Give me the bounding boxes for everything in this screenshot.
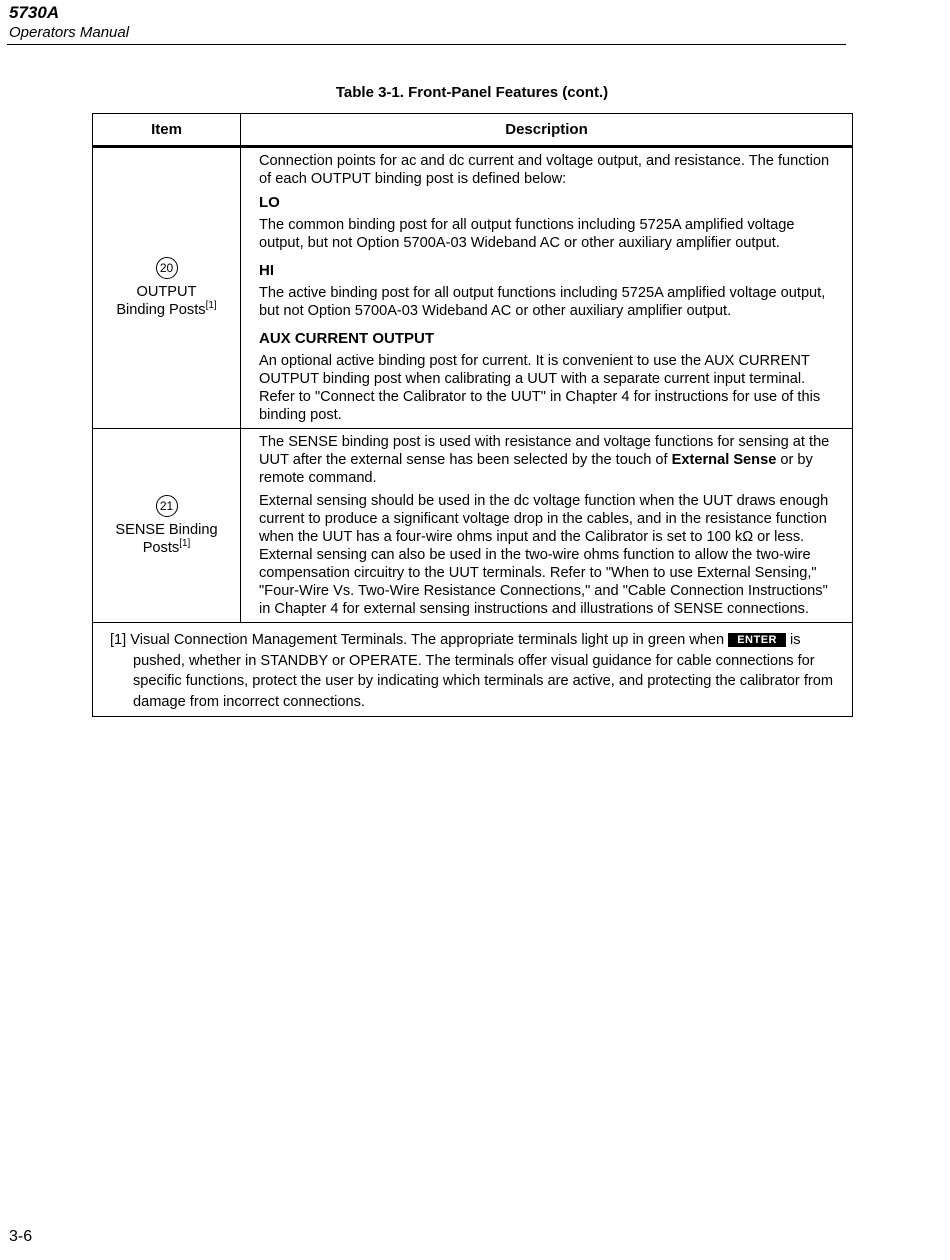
- description-cell: [241, 429, 853, 623]
- footnote-text-before-key: Visual Connection Management Terminals. The appropriate terminals light up in green when: [130, 632, 725, 648]
- sense-paragraph-1-end: or by remote command.: [259, 452, 813, 486]
- table-row: [93, 429, 853, 623]
- description-intro: Connection points for ac and dc current and voltage output, and resistance. The function of each OUTPUT binding post is defined below:: [259, 153, 830, 187]
- item-label: [99, 521, 234, 557]
- column-header-description: Description: [241, 114, 853, 147]
- section-heading-aux-current-output: AUX CURRENT OUTPUT: [259, 330, 434, 347]
- section-heading-hi: HI: [259, 262, 274, 279]
- manual-title: Operators Manual: [9, 24, 130, 41]
- item-label-line2: Binding Posts: [116, 302, 206, 318]
- page-number: 3-6: [9, 1228, 33, 1245]
- footnote-reference: [1]: [179, 537, 191, 549]
- item-number-badge: 20: [156, 257, 178, 279]
- footnote-cell: [93, 623, 853, 717]
- footnote-text-after-key: is pushed, whether in STANDBY or OPERATE. The terminals offer visual guidance for cable connections for specific functions, protect the user by indicating which terminals are active, and protecting the calibrator from damage from incorrect connections.: [133, 632, 834, 710]
- section-text-lo: The common binding post for all output functions including 5725A amplified voltage output, but not Option 5700A-03 Wideband AC or other auxiliary amplifier output.: [259, 217, 795, 251]
- sense-paragraph-1-start: The SENSE binding post is used with resistance and voltage functions for sensing at the UUT after the external sense has been selected by the touch of: [259, 434, 830, 468]
- item-label-line2: Posts: [142, 539, 180, 556]
- item-label: [99, 283, 234, 319]
- table-row: [93, 147, 853, 429]
- section-heading-lo: LO: [259, 194, 280, 211]
- external-sense-key-label: External Sense: [671, 452, 777, 468]
- section-text-aux-current-output: An optional active binding post for current. It is convenient to use the AUX CURRENT OUTPUT binding post when calibrating a UUT with a separate current input terminal. Refer to "Connect the Calibrator to the UUT" in Chapter 4 for instructions for use of this binding post.: [259, 353, 821, 423]
- footnote-reference: [1]: [205, 300, 217, 312]
- item-cell: [93, 147, 241, 429]
- manual-model: 5730A: [9, 3, 60, 22]
- header-rule: [7, 44, 846, 45]
- table-header-row: [93, 114, 853, 147]
- footnote-mark: [1]: [110, 632, 127, 648]
- footnote-row: [93, 623, 853, 717]
- sense-paragraph-1: [259, 433, 840, 487]
- section-text-hi: The active binding post for all output functions including 5725A amplified voltage output, but not Option 5700A-03 Wideband AC or other auxiliary amplifier output.: [259, 285, 826, 319]
- table-title: Table 3-1. Front-Panel Features (cont.): [335, 84, 609, 101]
- enter-key-icon: ENTER: [728, 633, 786, 647]
- item-label-line1: OUTPUT: [136, 284, 197, 300]
- item-cell: [93, 429, 241, 623]
- front-panel-features-table: [92, 113, 853, 717]
- column-header-item: Item: [93, 114, 241, 147]
- sense-paragraph-2: External sensing should be used in the dc voltage function when the UUT draws enough current to produce a significant voltage drop in the cables, and in the resistance function when the UUT has a four-wire ohms input and the Calibrator is set to 100 kΩ or less. External sensing can also be used in the two-wire ohms function to allow the two-wire compensation circuitry to the UUT terminals. Refer to "When to use External Sensing," "Four-Wire Vs. Two-Wire Resistance Connections," and "Cable Connection Instructions" in Chapter 4 for external sensing instructions and illustrations of SENSE connections.: [259, 493, 829, 617]
- item-label-line1: SENSE Binding: [115, 521, 218, 538]
- description-cell: [241, 147, 853, 429]
- item-number-badge: 21: [156, 495, 178, 517]
